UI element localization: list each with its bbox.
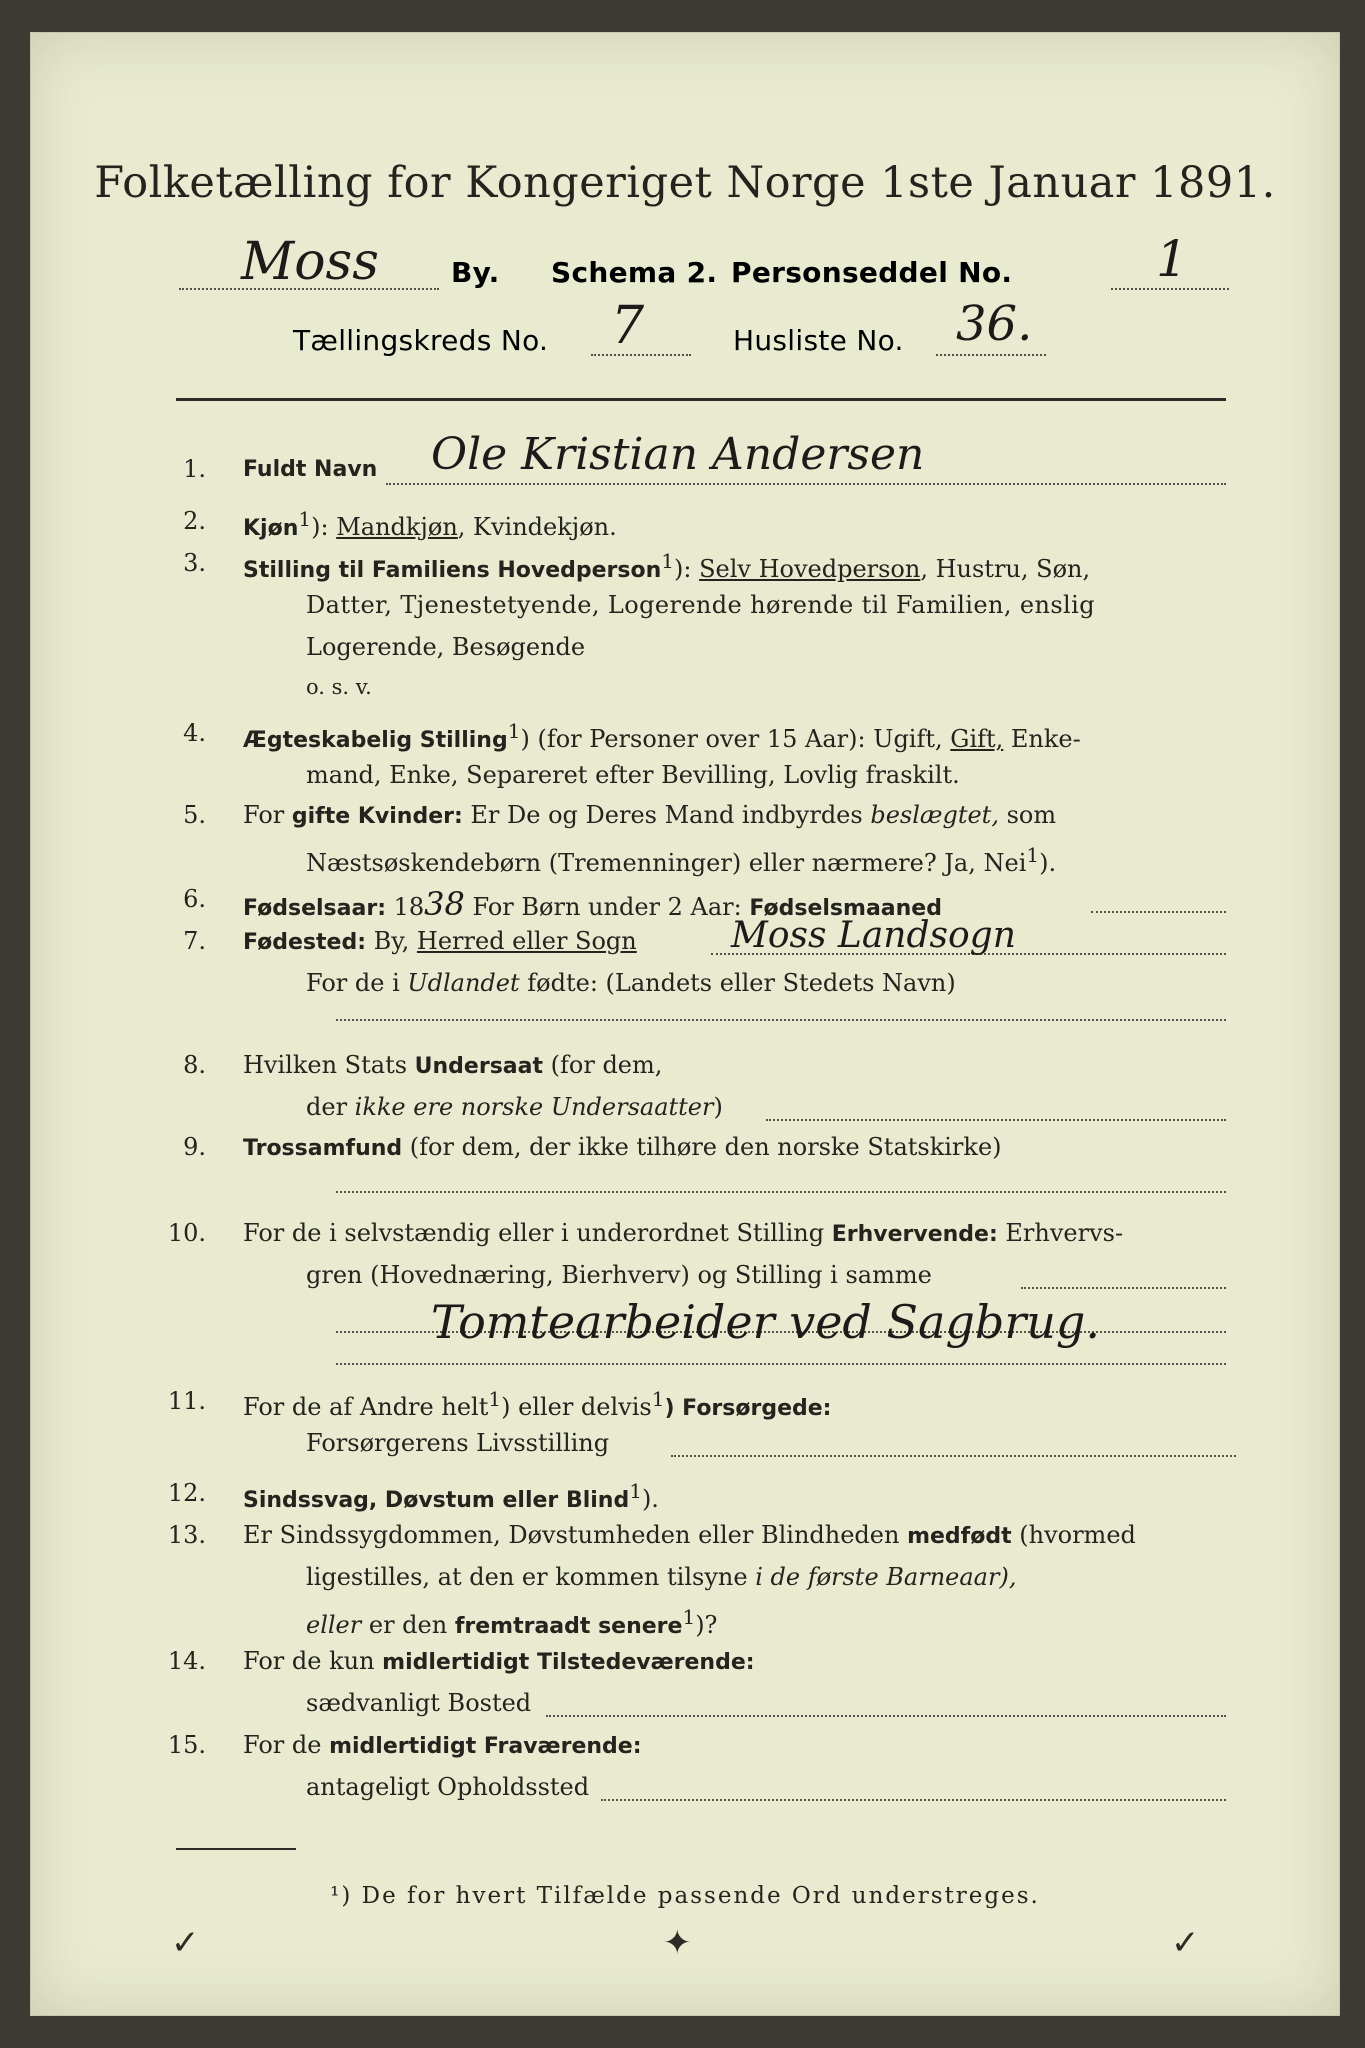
selected-option: Herred eller Sogn <box>416 927 637 955</box>
footnote-ref: 1 <box>488 1387 502 1411</box>
question-number: 4. <box>183 719 206 747</box>
header-row-district <box>31 296 1339 370</box>
question-9 <box>31 1127 1339 1207</box>
question-label: ) Forsørgede: <box>664 1396 832 1421</box>
by-label: By. <box>451 256 500 289</box>
question-text: 18 <box>386 893 425 921</box>
question-text: der <box>306 1093 355 1121</box>
question-line: gren (Hovednæring, Bierhverv) og Stilling i samme <box>306 1261 932 1289</box>
question-line: Datter, Tjenestetyende, Logerende hørende til Familien, enslig <box>306 591 1095 619</box>
question-text: beslægtet, <box>870 801 999 829</box>
question-11 <box>31 1381 1339 1471</box>
question-number: 7. <box>183 927 206 955</box>
answer-line <box>386 483 1226 485</box>
question-number: 15. <box>167 1731 206 1759</box>
footnote-ref: 1 <box>661 549 674 573</box>
question-line: sædvanligt Bosted <box>306 1689 532 1717</box>
answer-line <box>336 1363 1226 1365</box>
question-line: antageligt Opholdssted <box>306 1773 590 1801</box>
question-7 <box>31 915 1339 1031</box>
question-number: 9. <box>183 1133 206 1161</box>
question-5: 5. For gifte Kvinder: Er De og Deres Mand indbyrdes beslægtet, som Næstsøskendebørn (Tremenninger) eller nærmere? Ja, Nei$^1$). <box>31 795 1339 875</box>
question-text: (for dem, <box>543 1051 663 1079</box>
answer-line <box>671 1455 1236 1457</box>
question-label: gifte Kvinder: <box>291 804 463 829</box>
question-text: For <box>243 801 292 829</box>
question-text: ) eller delvis <box>501 1393 652 1421</box>
answer-line <box>546 1715 1226 1717</box>
question-text: ). <box>641 1485 659 1513</box>
question-text: (hvormed <box>1011 1521 1136 1549</box>
question-text: Er De og Deres Mand indbyrdes <box>462 801 871 829</box>
question-10 <box>31 1213 1339 1363</box>
question-label: Trossamfund <box>243 1136 403 1161</box>
question-text: som <box>998 801 1057 829</box>
question-number: 14. <box>167 1647 206 1675</box>
form-title: Folketælling for Kongeriget Norge 1ste Januar 1891. <box>94 158 1276 208</box>
question-line: mand, Enke, Separeret efter Bevilling, Lovlig fraskilt. <box>306 761 960 789</box>
question-3: 3. Stilling til Familiens Hovedperson$^1$): Selv Hovedperson, Hustru, Søn, Datter, Tjenestetyende, Logerende hørende til Familien, enslig Logerende, Besøgende o. s. v. <box>31 543 1339 703</box>
corner-mark-icon: ✓ <box>171 1923 200 1963</box>
question-label: Fødselsaar: <box>243 896 386 921</box>
question-number: 6. <box>183 885 206 913</box>
question-number: 2. <box>183 507 206 535</box>
question-label: Erhvervende: <box>831 1222 998 1247</box>
question-label: Undersaat <box>414 1054 544 1079</box>
question-14 <box>31 1641 1339 1731</box>
selected-option: Gift, <box>950 725 1004 753</box>
husliste-label: Husliste No. <box>733 324 904 357</box>
question-text: (for dem, der ikke tilhøre den norske Statskirke) <box>402 1133 1002 1161</box>
question-text: ligestilles, at den er kommen tilsyne <box>306 1563 756 1591</box>
schema-label: Schema 2. <box>551 256 718 289</box>
question-number: 3. <box>183 549 206 577</box>
other-options: , Kvindekjøn. <box>457 513 617 541</box>
center-mark-icon: ✦ <box>663 1923 692 1963</box>
question-6 <box>31 879 1339 923</box>
question-line: Forsørgerens Livsstilling <box>306 1429 610 1457</box>
question-text: For de af Andre helt <box>243 1393 489 1421</box>
question-15 <box>31 1725 1339 1815</box>
birth-year-answer: 38 <box>424 885 465 923</box>
question-number: 11. <box>167 1387 206 1415</box>
question-text: For de <box>243 1731 330 1759</box>
footnote: ¹) De for hvert Tilfælde passende Ord understreges. <box>330 1883 1040 1909</box>
question-text: (for Personer over 15 Aar): Ugift, <box>537 725 951 753</box>
footnote-ref: 1 <box>682 1605 696 1629</box>
question-text: ikke ere norske Undersaatter <box>354 1093 714 1121</box>
question-2: 2. Kjøn$^1$): Mandkjøn, Kvindekjøn. <box>31 501 1339 541</box>
question-number: 1. <box>183 455 206 483</box>
question-text: For de i selvstændig eller i underordnet Stilling <box>243 1219 832 1247</box>
question-line: Logerende, Besøgende <box>306 633 586 661</box>
question-text: Enke- <box>1003 725 1081 753</box>
footnote-ref: 1 <box>507 719 521 743</box>
question-label: Ægteskabelig Stilling <box>243 728 508 753</box>
birthplace-answer: Moss Landsogn <box>731 915 1016 956</box>
personseddel-line <box>1111 288 1229 290</box>
question-label-2: fremtraadt senere <box>454 1614 683 1639</box>
question-line: o. s. v. <box>306 675 372 699</box>
question-text: Udlandet <box>407 969 520 997</box>
question-text: ) <box>713 1093 723 1121</box>
footnote-ref: 1 <box>298 507 312 531</box>
question-label: midlertidigt Tilstedeværende: <box>382 1650 755 1675</box>
footnote-ref: 1 <box>629 1479 642 1503</box>
occupation-answer: Tomtearbeider ved Sagbrug. <box>431 1295 1100 1349</box>
answer-line <box>336 1019 1226 1021</box>
selected-option: Selv Hovedperson <box>699 555 921 583</box>
tellingskreds-value: 7 <box>611 296 645 356</box>
question-number: 13. <box>167 1521 206 1549</box>
question-text: )? <box>695 1611 718 1639</box>
question-text: er den <box>361 1611 455 1639</box>
question-1 <box>31 429 1339 501</box>
question-8 <box>31 1045 1339 1135</box>
answer-line <box>336 1191 1226 1193</box>
husliste-line <box>936 354 1046 356</box>
header-row-town <box>31 230 1339 298</box>
question-label: midlertidigt Fraværende: <box>329 1734 642 1759</box>
footnote-ref: 1 <box>651 1387 665 1411</box>
question-number: 5. <box>183 801 206 829</box>
town-handwritten: Moss <box>241 232 379 292</box>
husliste-value: 36. <box>956 296 1033 352</box>
footnote-ref: 1 <box>1026 843 1040 867</box>
question-label: Kjøn <box>243 516 299 541</box>
question-label: Sindssvag, Døvstum eller Blind <box>243 1488 630 1513</box>
question-text: fødte: (Landets eller Stedets Navn) <box>519 969 956 997</box>
selected-option: Mandkjøn <box>336 513 458 541</box>
personseddel-label: Personseddel No. <box>731 256 1013 289</box>
question-number: 12. <box>167 1479 206 1507</box>
question-label-2: Fødselsmaaned <box>749 896 942 921</box>
question-12 <box>31 1473 1339 1517</box>
question-text: For de kun <box>243 1647 383 1675</box>
question-13 <box>31 1515 1339 1645</box>
question-text: Er Sindssygdommen, Døvstumheden eller Blindheden <box>243 1521 908 1549</box>
answer-line <box>1091 911 1226 913</box>
question-label: Stilling til Familiens Hovedperson <box>243 558 662 583</box>
question-text: Erhvervs- <box>997 1219 1124 1247</box>
question-text: Hvilken Stats <box>243 1051 415 1079</box>
header-rule <box>176 398 1226 401</box>
question-text: For Børn under 2 Aar: <box>464 893 750 921</box>
question-label: Fødested: <box>243 930 366 955</box>
question-line: Næstsøskendebørn (Tremenninger) eller nærmere? Ja, Nei <box>306 849 1027 877</box>
question-text: eller <box>306 1611 362 1639</box>
answer-line <box>601 1799 1226 1801</box>
tellingskreds-label: Tællingskreds No. <box>293 324 549 357</box>
question-text: For de i <box>306 969 408 997</box>
question-label: medfødt <box>907 1524 1012 1549</box>
census-form <box>30 32 1340 2016</box>
answer-line <box>1021 1287 1226 1289</box>
other-options: , Hustru, Søn, <box>920 555 1091 583</box>
question-number: 8. <box>183 1051 206 1079</box>
question-number: 10. <box>167 1219 206 1247</box>
question-label: Fuldt Navn <box>243 457 378 482</box>
personseddel-value: 1 <box>1156 230 1188 288</box>
corner-mark-icon: ✓ <box>1171 1923 1200 1963</box>
footnote-rule <box>176 1848 296 1850</box>
question-text: By, <box>366 927 417 955</box>
question-text: i de første Barneaar), <box>755 1563 1017 1591</box>
name-answer: Ole Kristian Andersen <box>431 429 925 480</box>
question-4: 4. Ægteskabelig Stilling$^1$) (for Personer over 15 Aar): Ugift, Gift, Enke- mand, Enke, Separeret efter Bevilling, Lovlig fraskilt. <box>31 713 1339 793</box>
answer-line <box>766 1119 1226 1121</box>
